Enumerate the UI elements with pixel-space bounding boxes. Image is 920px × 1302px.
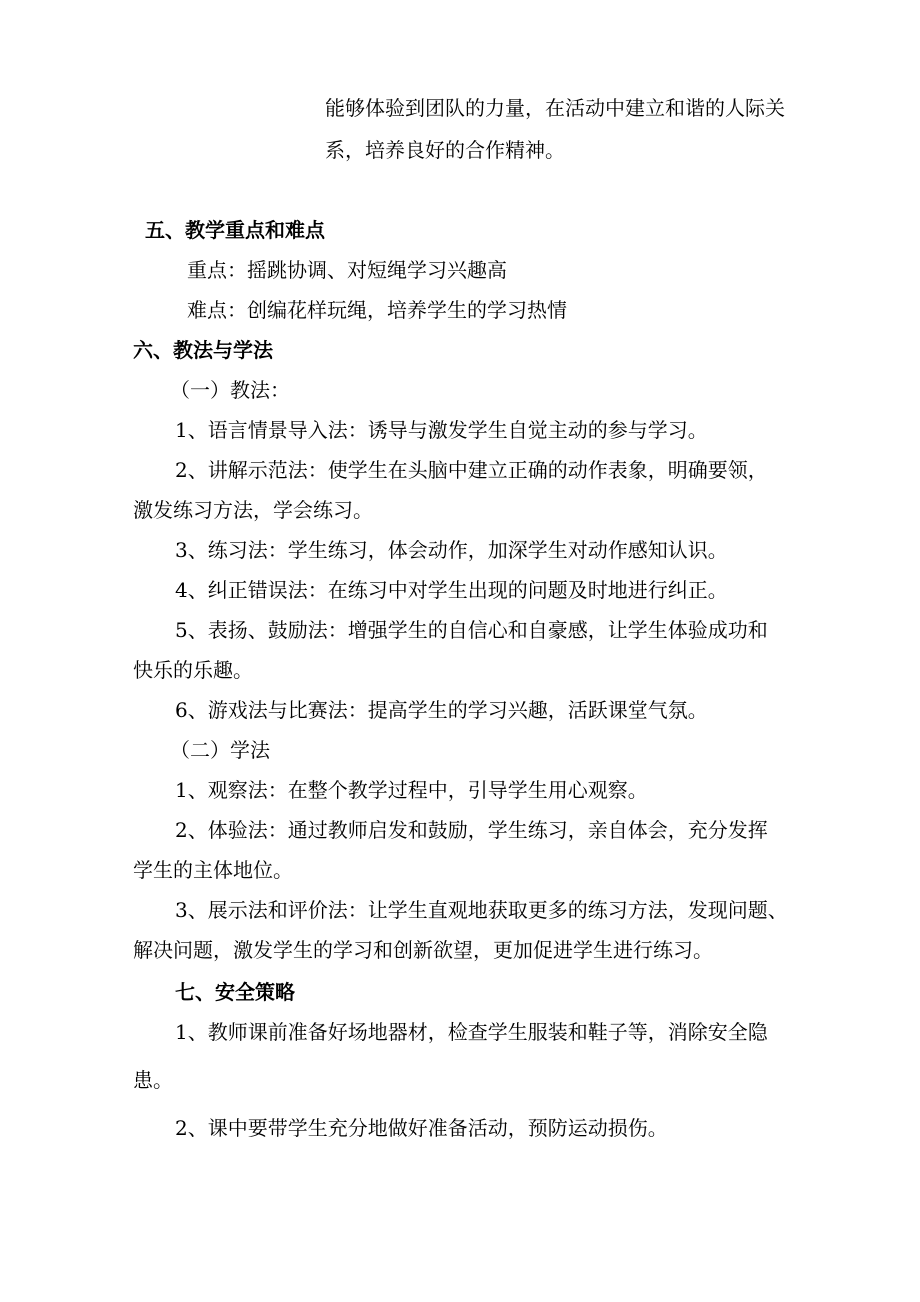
- safety-item-2: 2、课中要带学生充分地做好准备活动，预防运动损伤。: [175, 1116, 668, 1140]
- teaching-item-6: 6、游戏法与比赛法：提高学生的学习兴趣，活跃课堂气氛。: [175, 698, 708, 722]
- teaching-item-2-line-2: 激发练习方法，学会练习。: [133, 498, 373, 522]
- safety-item-1-line-2: 患。: [133, 1068, 173, 1092]
- learning-item-3-line-1: 3、展示法和评价法：让学生直观地获取更多的练习方法，发现问题、: [175, 898, 788, 922]
- section-7-heading: 七、安全策略: [175, 980, 295, 1004]
- key-point: 重点：摇跳协调、对短绳学习兴趣高: [187, 258, 507, 282]
- teaching-item-4: 4、纠正错误法：在练习中对学生出现的问题及时地进行纠正。: [175, 578, 728, 602]
- teaching-methods-heading: （一）教法：: [170, 378, 290, 402]
- learning-item-2-line-2: 学生的主体地位。: [133, 858, 293, 882]
- teaching-item-5-line-2: 快乐的乐趣。: [133, 658, 253, 682]
- section-5-heading: 五、教学重点和难点: [145, 218, 325, 242]
- teaching-item-3: 3、练习法：学生练习，体会动作，加深学生对动作感知认识。: [175, 538, 728, 562]
- learning-item-3-line-2: 解决问题，激发学生的学习和创新欲望，更加促进学生进行练习。: [133, 938, 713, 962]
- learning-item-2-line-1: 2、体验法：通过教师启发和鼓励，学生练习，亲自体会，充分发挥: [175, 818, 768, 842]
- safety-item-1-line-1: 1、教师课前准备好场地器材，检查学生服装和鞋子等，消除安全隐: [175, 1020, 768, 1044]
- learning-methods-heading: （二）学法: [170, 738, 270, 762]
- difficulty: 难点：创编花样玩绳，培养学生的学习热情: [187, 298, 567, 322]
- section-6-heading: 六、教法与学法: [133, 338, 273, 362]
- learning-item-1: 1、观察法：在整个教学过程中，引导学生用心观察。: [175, 778, 648, 802]
- intro-line-1: 能够体验到团队的力量，在活动中建立和谐的人际关: [325, 96, 785, 120]
- teaching-item-5-line-1: 5、表扬、鼓励法：增强学生的自信心和自豪感，让学生体验成功和: [175, 618, 768, 642]
- intro-line-2: 系，培养良好的合作精神。: [325, 138, 565, 162]
- teaching-item-1: 1、语言情景导入法：诱导与激发学生自觉主动的参与学习。: [175, 418, 708, 442]
- teaching-item-2-line-1: 2、讲解示范法：使学生在头脑中建立正确的动作表象，明确要领，: [175, 458, 768, 482]
